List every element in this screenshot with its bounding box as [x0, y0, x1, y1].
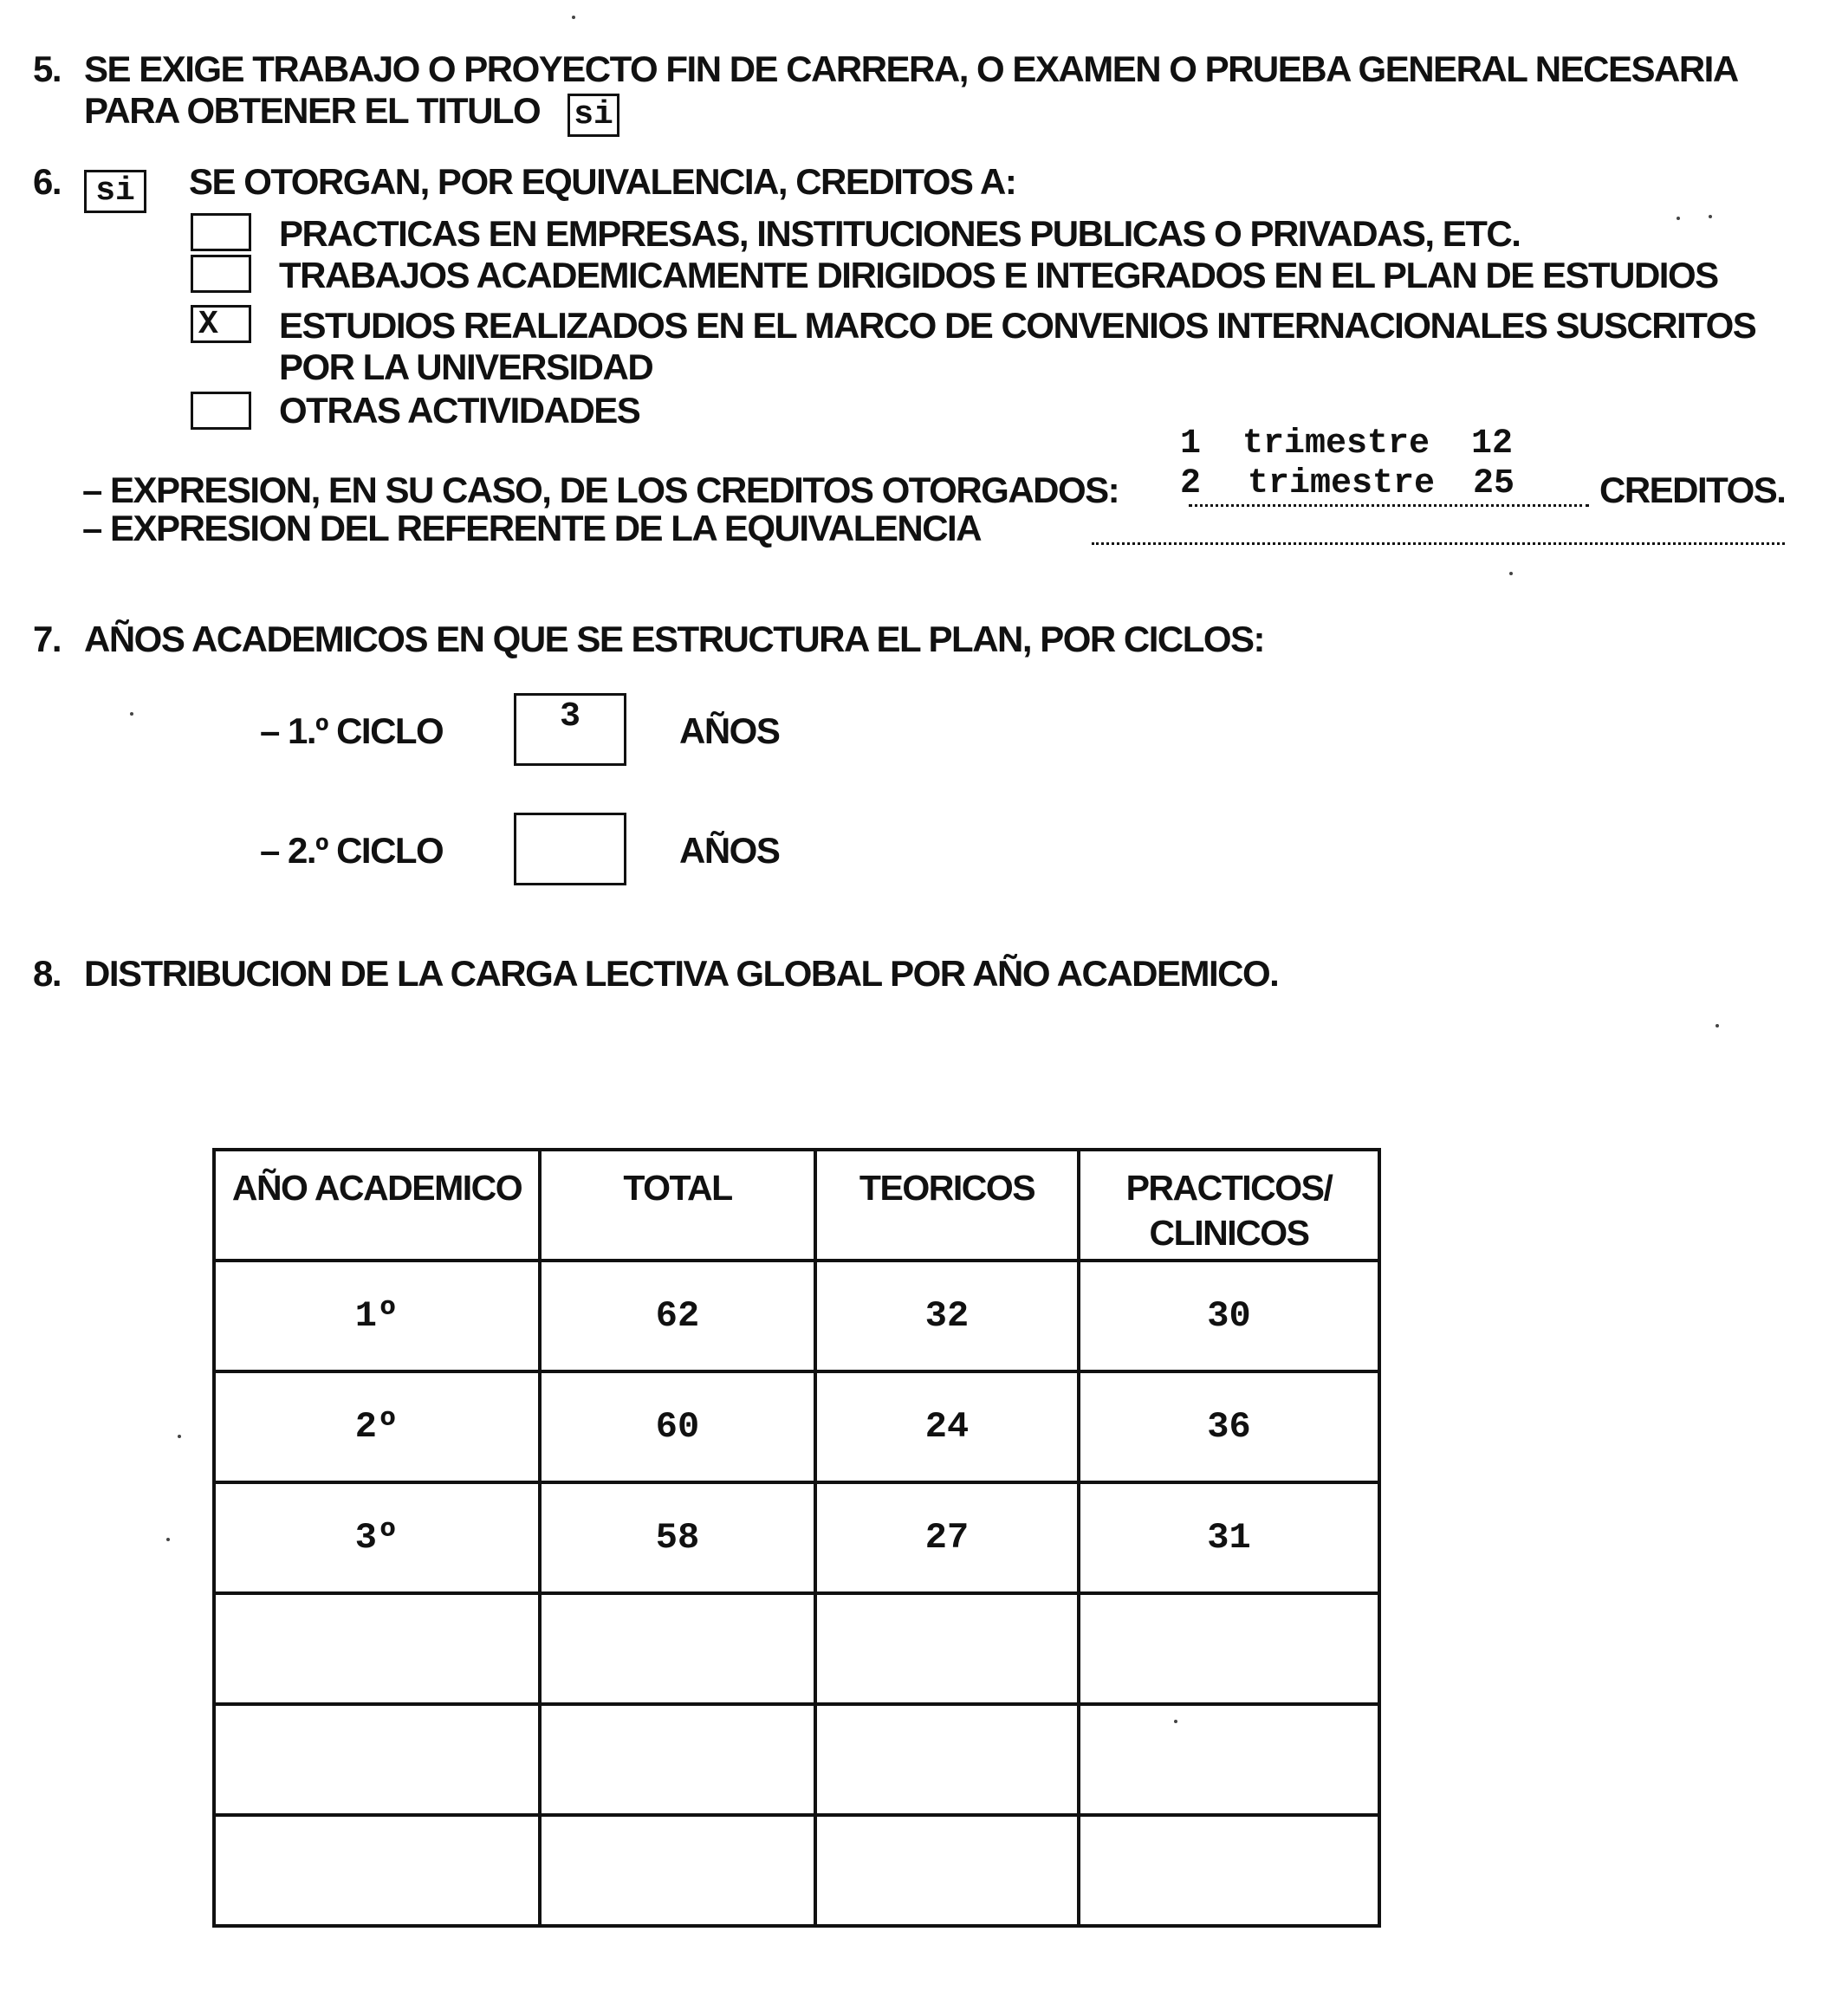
cell-total[interactable] [540, 1593, 815, 1704]
option-practicas-label: PRACTICAS EN EMPRESAS, INSTITUCIONES PUBLICAS O PRIVADAS, ETC. [279, 213, 1521, 254]
option-convenios-checkbox[interactable] [191, 305, 251, 343]
cell-year[interactable]: 2º [214, 1371, 540, 1482]
table-header-row [214, 1150, 1379, 1261]
scan-speck [1509, 572, 1513, 575]
cell-teoricos[interactable] [815, 1815, 1079, 1926]
cycle-1-unit: AÑOS [679, 710, 780, 751]
header-total: TOTAL [540, 1150, 815, 1261]
cell-practicos[interactable] [1079, 1593, 1379, 1704]
section-6-answer-box[interactable]: si [84, 170, 146, 213]
section-8-title: DISTRIBUCION DE LA CARGA LECTIVA GLOBAL POR AÑO ACADEMICO. [84, 953, 1279, 994]
option-convenios-label: ESTUDIOS REALIZADOS EN EL MARCO DE CONVENIOS INTERNACIONALES SUSCRITOS [279, 305, 1756, 346]
cycle-1-label: – 1.º CICLO [260, 710, 444, 751]
cell-practicos[interactable]: 31 [1079, 1482, 1379, 1593]
referent-dotted-line[interactable] [1092, 542, 1785, 545]
table-row [214, 1482, 1379, 1593]
option-otras-label: OTRAS ACTIVIDADES [279, 390, 640, 431]
cycle-2-years-box[interactable] [514, 813, 626, 885]
credits-entry-2-value: 25 [1473, 464, 1515, 503]
cell-teoricos[interactable] [815, 1593, 1079, 1704]
section-7-title: AÑOS ACADEMICOS EN QUE SE ESTRUCTURA EL PLAN, POR CICLOS: [84, 619, 1265, 659]
cell-year[interactable]: 3º [214, 1482, 540, 1593]
scan-speck [572, 16, 575, 19]
cell-teoricos[interactable] [815, 1704, 1079, 1815]
credits-entry-2-number: 2 [1180, 464, 1202, 503]
option-trabajos-checkbox[interactable] [191, 255, 251, 293]
credits-entry-1: 1 trimestre 12 [1180, 425, 1514, 463]
option-practicas-checkbox[interactable] [191, 213, 251, 251]
cell-total[interactable]: 60 [540, 1371, 815, 1482]
section-6-number: 6. [33, 161, 62, 202]
header-teoricos: TEORICOS [815, 1150, 1079, 1261]
section-7-number: 7. [33, 619, 62, 659]
table-row [214, 1815, 1379, 1926]
cell-teoricos[interactable]: 24 [815, 1371, 1079, 1482]
table-row [214, 1593, 1379, 1704]
scan-speck [130, 712, 133, 716]
cell-practicos[interactable]: 30 [1079, 1261, 1379, 1371]
header-practicos-clinicos: PRACTICOS/ CLINICOS [1079, 1150, 1379, 1261]
scan-speck [1716, 1024, 1719, 1027]
option-trabajos-label: TRABAJOS ACADEMICAMENTE DIRIGIDOS E INTEGRADOS EN EL PLAN DE ESTUDIOS [279, 255, 1718, 295]
section-5-line-1: SE EXIGE TRABAJO O PROYECTO FIN DE CARRERA, O EXAMEN O PRUEBA GENERAL NECESARIA [84, 49, 1738, 89]
table-row [214, 1704, 1379, 1815]
cycle-2-label: – 2.º CICLO [260, 830, 444, 871]
scan-speck [178, 1435, 181, 1438]
scan-speck [1677, 217, 1680, 220]
section-6-title: SE OTORGAN, POR EQUIVALENCIA, CREDITOS A: [189, 161, 1016, 202]
credits-dotted-line [1189, 504, 1589, 507]
scan-speck [166, 1538, 170, 1541]
cell-year[interactable] [214, 1815, 540, 1926]
cell-teoricos[interactable]: 27 [815, 1482, 1079, 1593]
credits-suffix: CREDITOS. [1599, 470, 1786, 510]
cycle-2-unit: AÑOS [679, 830, 780, 871]
cell-practicos[interactable] [1079, 1704, 1379, 1815]
cycle-1-years-box[interactable]: 3 [514, 693, 626, 766]
cell-total[interactable]: 62 [540, 1261, 815, 1371]
section-5-number: 5. [33, 49, 62, 89]
scan-speck [1709, 215, 1712, 218]
cell-year[interactable] [214, 1593, 540, 1704]
table-row [214, 1371, 1379, 1482]
cell-year[interactable] [214, 1704, 540, 1815]
option-convenios-mark: X [198, 306, 218, 343]
section-5-line-2: PARA OBTENER EL TITULO [84, 90, 541, 131]
credits-entry-2-text: trimestre [1248, 464, 1436, 503]
cell-practicos[interactable]: 36 [1079, 1371, 1379, 1482]
option-convenios-label-2: POR LA UNIVERSIDAD [279, 347, 653, 387]
section-5-answer-box[interactable]: si [568, 94, 619, 137]
credits-line-label: – EXPRESION, EN SU CASO, DE LOS CREDITOS OTORGADOS: [82, 470, 1119, 510]
cell-teoricos[interactable]: 32 [815, 1261, 1079, 1371]
scan-speck [1174, 1720, 1177, 1723]
option-otras-checkbox[interactable] [191, 392, 251, 430]
cell-total[interactable]: 58 [540, 1482, 815, 1593]
table-row [214, 1261, 1379, 1371]
header-ano-academico: AÑO ACADEMICO [214, 1150, 540, 1261]
cell-year[interactable]: 1º [214, 1261, 540, 1371]
academic-load-table [212, 1148, 1381, 1928]
referent-label: – EXPRESION DEL REFERENTE DE LA EQUIVALENCIA [82, 508, 982, 548]
cell-total[interactable] [540, 1815, 815, 1926]
cell-total[interactable] [540, 1704, 815, 1815]
cell-practicos[interactable] [1079, 1815, 1379, 1926]
section-8-number: 8. [33, 953, 62, 994]
